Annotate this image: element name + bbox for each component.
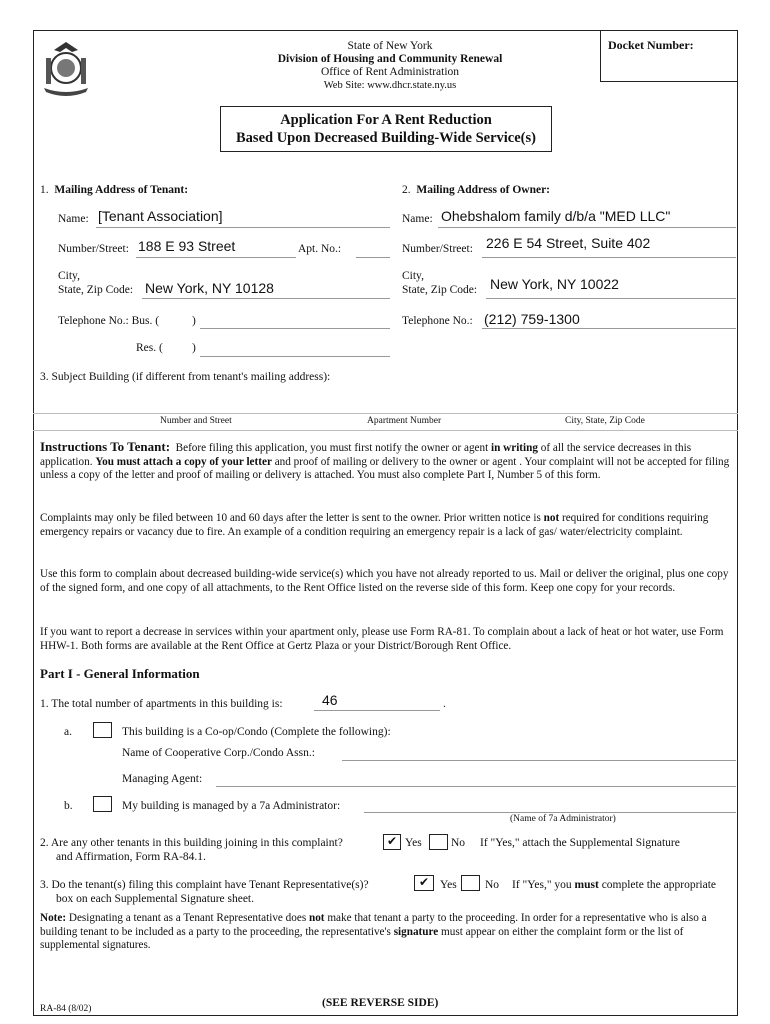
coop-name-label: Name of Cooperative Corp./Condo Assn.:: [122, 747, 315, 759]
q3-no-checkbox[interactable]: [461, 875, 480, 891]
7a-administrator-field[interactable]: [364, 812, 736, 813]
owner-phone-line: [482, 328, 736, 329]
q1-label: 1. The total number of apartments in this building is:: [40, 698, 283, 710]
subject-building-field[interactable]: [33, 413, 738, 414]
tenant-street-line: [136, 257, 296, 258]
7a-administrator-checkbox[interactable]: [93, 796, 112, 812]
owner-name-field[interactable]: Ohebshalom family d/b/a "MED LLC": [441, 208, 671, 224]
option-b-label: b.: [64, 800, 73, 812]
apartment-count-line: [314, 710, 440, 711]
owner-name-label: Name:: [402, 213, 433, 225]
representative-note: Note: Designating a tenant as a Tenant Representative does not make that tenant a party to the proceeding. In order for a representative who is also a building tenant to be included as a party to the proceeding, the representative's signature must appear on either the complaint form or the list of supplemental signatures.: [40, 912, 707, 951]
tenant-apt-label: Apt. No.:: [298, 243, 342, 255]
owner-street-line: [482, 257, 736, 258]
owner-heading: 2. Mailing Address of Owner:: [402, 184, 551, 196]
state-seal-icon: [40, 38, 92, 98]
tenant-name-label: Name:: [58, 213, 89, 225]
tenant-bus-phone-label: Telephone No.: Bus. (: [58, 315, 160, 327]
subject-street-caption: Number and Street: [160, 416, 232, 426]
part1-heading: Part I - General Information: [40, 666, 200, 681]
owner-city-line: [486, 298, 736, 299]
owner-phone-label: Telephone No.:: [402, 315, 473, 327]
owner-city-label: City,: [402, 270, 424, 282]
q2-no-checkbox[interactable]: [429, 834, 448, 850]
owner-state-label: State, Zip Code:: [402, 284, 478, 296]
tenant-city-label: City,: [58, 270, 80, 282]
coop-name-field[interactable]: [342, 760, 736, 761]
q3-yes-checkbox[interactable]: ✔: [414, 875, 434, 891]
tenant-state-label: State, Zip Code:: [58, 284, 134, 296]
q2-note: If "Yes," attach the Supplemental Signature: [480, 837, 680, 849]
q3-note-2: box on each Supplemental Signature sheet.: [56, 893, 255, 905]
q3-yes-label: Yes: [440, 879, 457, 891]
title-line-2: Based Upon Decreased Building-Wide Service(s): [236, 130, 536, 146]
tenant-city-field[interactable]: New York, NY 10128: [145, 280, 274, 296]
tenant-city-line: [142, 298, 390, 299]
q2-note-2: and Affirmation, Form RA-84.1.: [56, 851, 206, 863]
owner-street-field[interactable]: 226 E 54 Street, Suite 402: [486, 235, 651, 251]
owner-city-field[interactable]: New York, NY 10022: [490, 276, 619, 292]
tenant-res-phone-close: ): [192, 342, 196, 354]
q2-label: 2. Are any other tenants in this building joining in this complaint?: [40, 837, 343, 849]
tenant-apt-field[interactable]: [356, 257, 390, 258]
instructions-paragraph-4: If you want to report a decrease in services within your apartment only, please use Form RA-81. To complain about a lack of heat or hot water, use Form HHW-1. Both forms are available at the Rent Office at Gertz Plaza or your District/Borough Rent Office.: [40, 626, 724, 652]
option-a-label: a.: [64, 726, 72, 738]
header-state: State of New York: [347, 40, 433, 52]
owner-street-label: Number/Street:: [402, 243, 473, 255]
instructions-paragraph-2: Complaints may only be filed between 10 and 60 days after the letter is sent to the owner. Prior written notice is not required for conditions requiring emergency repairs or vacancy due to fire. An example of a condition requiring an emergency repair is a lack of gas/ water/electricity complaint.: [40, 512, 709, 538]
coop-condo-text: This building is a Co-op/Condo (Complete the following):: [122, 726, 391, 738]
apartment-count-field[interactable]: 46: [322, 692, 338, 708]
tenant-res-phone-field[interactable]: [200, 356, 390, 357]
7a-administrator-text: My building is managed by a 7a Administrator:: [122, 800, 341, 812]
q3-note: If "Yes," you must complete the appropriate: [512, 879, 716, 891]
tenant-street-label: Number/Street:: [58, 243, 129, 255]
q2-no-label: No: [451, 837, 466, 849]
subject-building-label: 3. Subject Building (if different from tenant's mailing address):: [40, 371, 331, 383]
q3-no-label: No: [485, 879, 500, 891]
form-id: RA-84 (8/02): [40, 1004, 92, 1014]
tenant-heading: 1. Mailing Address of Tenant:: [40, 184, 189, 196]
divider: [33, 430, 738, 431]
instructions-paragraph-3: Use this form to complain about decreased building-wide service(s) which you have not already reported to us. Mail or deliver the original, plus one copy of the signed form, and one copy of all attachments, to the Rent Office listed on the reverse side of this form. Keep one copy for your records.: [40, 568, 729, 594]
tenant-street-field[interactable]: 188 E 93 Street: [138, 238, 236, 254]
tenant-name-field[interactable]: [Tenant Association]: [98, 208, 223, 224]
owner-phone-field[interactable]: (212) 759-1300: [484, 311, 580, 327]
title-line-1: Application For A Rent Reduction: [280, 112, 492, 128]
subject-city-caption: City, State, Zip Code: [565, 416, 645, 426]
instructions-paragraph-1: Instructions To Tenant: Before filing this application, you must first notify the owner or agent in writing of all the service decreases in this application. You must attach a copy of your letter and proof of mailing or delivery to the owner or agent . Your complaint will not be accepted for filing unless a copy of the letter and proof of mailing or delivery is attached. You must also complete Part I, Number 5 of this form.: [40, 439, 730, 481]
managing-agent-label: Managing Agent:: [122, 773, 203, 785]
owner-name-line: [438, 227, 736, 228]
7a-administrator-caption: (Name of 7a Administrator): [510, 814, 616, 824]
docket-number-label: Docket Number:: [608, 38, 694, 52]
tenant-res-phone-label: Res. (: [136, 342, 163, 354]
header-office: Office of Rent Administration: [320, 66, 460, 78]
see-reverse-side: (SEE REVERSE SIDE): [322, 997, 439, 1009]
tenant-name-line: [96, 227, 390, 228]
q1-period: .: [443, 698, 446, 710]
form-title: [220, 106, 552, 152]
q3-label: 3. Do the tenant(s) filing this complaint have Tenant Representative(s)?: [40, 879, 369, 891]
tenant-bus-phone-field[interactable]: [200, 328, 390, 329]
header-website: Web Site: www.dhcr.state.ny.us: [323, 80, 457, 91]
header-division: Division of Housing and Community Renewal: [277, 53, 503, 65]
subject-apt-caption: Apartment Number: [367, 416, 442, 426]
q2-yes-checkbox[interactable]: ✔: [383, 834, 401, 850]
q2-yes-label: Yes: [405, 837, 422, 849]
coop-condo-checkbox[interactable]: [93, 722, 112, 738]
managing-agent-field[interactable]: [216, 786, 736, 787]
tenant-bus-phone-close: ): [192, 315, 196, 327]
